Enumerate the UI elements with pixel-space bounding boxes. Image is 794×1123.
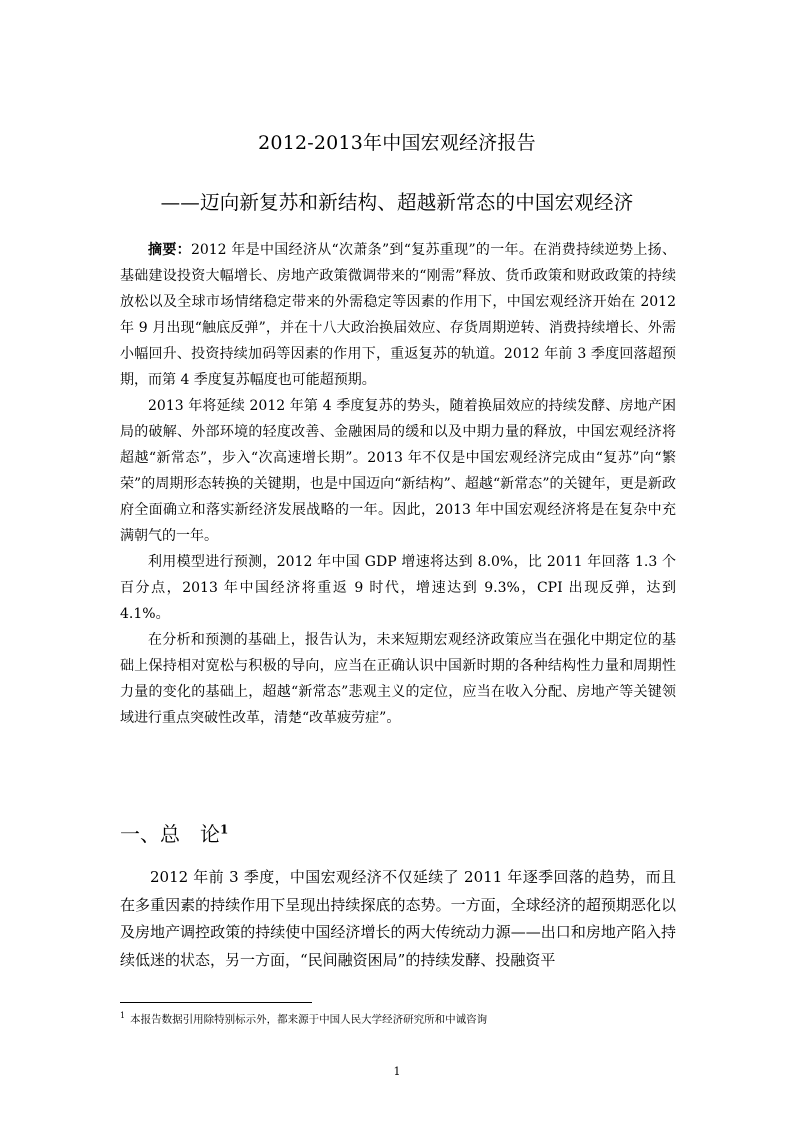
abstract-paragraph: 在分析和预测的基础上，报告认为，未来短期宏观经济政策应当在强化中期定位的基础上保持相对宽松与积极的导向，应当在正确认识中国新时期的各种结构性力量和周期性力量的变化的基础上，超越“新常态”悲观主义的定位，应当在收入分配、房地产等关键领域进行重点突破性改革，清楚“改革疲劳症”。 <box>120 632 676 726</box>
abstract <box>120 237 676 731</box>
section-heading <box>120 818 228 847</box>
document-title: 2012-2013年中国宏观经济报告 <box>258 132 536 154</box>
footnote-mark: 1 <box>120 1011 126 1020</box>
abstract-paragraph: 利用模型进行预测，2012 年中国 GDP 增速将达到 8.0%，比 2011 年回落 1.3 个百分点，2013 年中国经济将重返 9 时代，增速达到 9.3%，CPI 出现反弹，达到 4.1%。 <box>120 554 676 622</box>
abstract-label: 摘要： <box>148 242 191 258</box>
section-body <box>120 864 676 974</box>
body-paragraph: 2012 年前 3 季度，中国宏观经济不仅延续了 2011 年逐季回落的趋势，而且在多重因素的持续作用下呈现出持续探底的态势。一方面，全球经济的超预期恶化以及房地产调控政策的持续使中国经济增长的两大传统动力源——出口和房地产陷入持续低迷的状态，另一方面，“民间融资困局”的持续发酵、投融资平 <box>120 868 676 969</box>
section-heading-text: 一、总 论 <box>120 822 220 846</box>
footnote-text: 本报告数据引用除特别标示外，都来源于中国人民大学经济研究所和中诚咨询 <box>130 1013 488 1026</box>
abstract-paragraph: 2013 年将延续 2012 年第 4 季度复苏的势头，随着换届效应的持续发酵、房地产困局的破解、外部环境的轻度改善、金融困局的缓和以及中期力量的释放，中国宏观经济将超越“新常态”，步入“次高速增长期”。2013 年不仅是中国宏观经济完成由“复苏”向“繁荣”的周期形态转换的关键期，也是中国迈向“新结构”、超越“新常态”的关键年，更是新政府全面确立和落实新经济发展战略的一年。因此，2013 年中国宏观经济将是在复杂中充满朝气的一年。 <box>120 398 676 544</box>
footnote-divider <box>120 1002 312 1003</box>
abstract-paragraph-text: 2012 年是中国经济从“次萧条”到“复苏重现”的一年。在消费持续逆势上扬、基础建设投资大幅增长、房地产政策微调带来的“刚需”释放、货币政策和财政政策的持续放松以及全球市场情绪稳定带来的外需稳定等因素的作用下，中国宏观经济开始在 2012 年 9 月出现“触底反弹”，并在十八大政治换届效应、存货周期逆转、消费持续增长、外需小幅回升、投资持续加码等因素的作用下，重返复苏的轨道。2012 年前 3 季度回落超预期，而第 4 季度复苏幅度也可能超预期。 <box>120 242 677 388</box>
footnote <box>120 1011 487 1027</box>
document-subtitle: ——迈向新复苏和新结构、超越新常态的中国宏观经济 <box>160 191 634 214</box>
page-number: 1 <box>393 1065 401 1078</box>
abstract-paragraph <box>120 237 676 393</box>
footnote-reference[interactable]: 1 <box>220 822 229 837</box>
